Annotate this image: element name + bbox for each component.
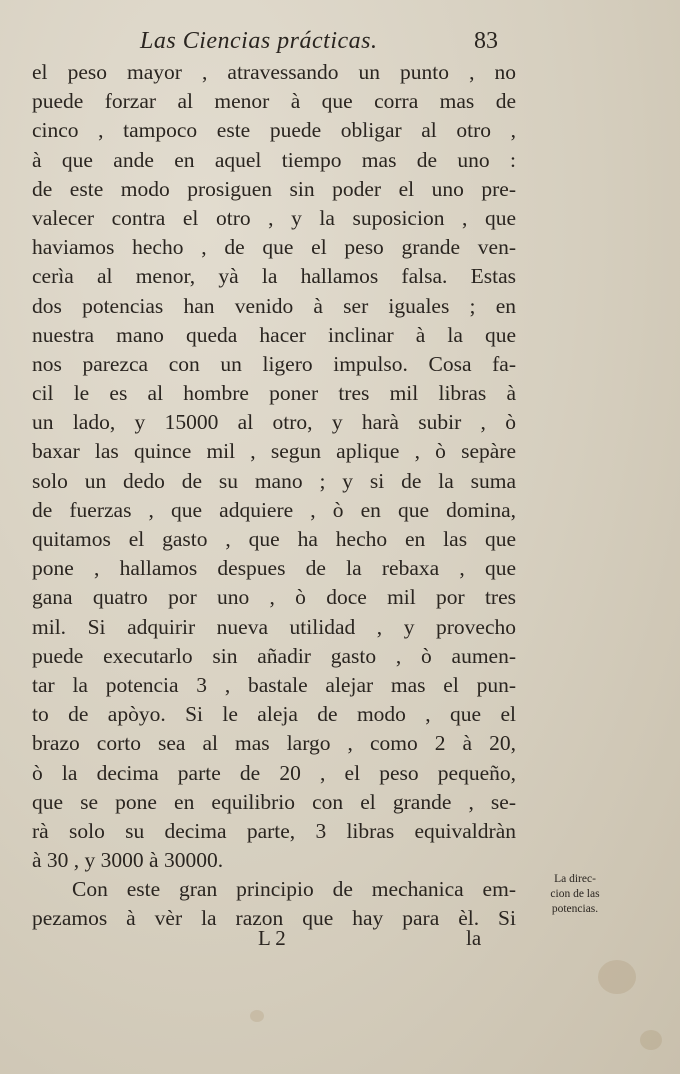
text-line: un lado, y 15000 al otro, y harà subir , ò [32, 410, 516, 435]
marginal-note-line: La direc- [554, 873, 596, 885]
text-line: nos parezca con un ligero impulso. Cosa fa- [32, 351, 516, 376]
text-line: pezamos à vèr la razon que hay para èl. Si [32, 906, 516, 931]
text-line-paragraph-start: Con este gran principio de mechanica em- [72, 877, 516, 902]
text-line: à que ande en aquel tiempo mas de uno : [32, 147, 516, 172]
signature-mark: L 2 [258, 926, 286, 950]
text-line: puede forzar al menor à que corra mas de [32, 89, 516, 114]
text-line: el peso mayor , atravessando un punto , no [32, 60, 516, 84]
marginal-note [520, 872, 630, 917]
text-line: à 30 , y 3000 à 30000. [32, 848, 224, 873]
catchword: la [466, 926, 482, 950]
marginal-note-line: cion de las [550, 888, 600, 900]
page-stain [640, 1030, 662, 1050]
body-text [32, 58, 516, 934]
text-line: de este modo prosiguen sin poder el uno pre- [32, 176, 516, 201]
marginal-note-line: potencias. [551, 903, 599, 915]
text-line: de fuerzas , que adquiere , ò en que domina, [32, 497, 516, 522]
text-line: haviamos hecho , de que el peso grande ven- [32, 235, 516, 260]
running-title: Las Ciencias prácticas. [140, 28, 378, 54]
text-line: solo un dedo de su mano ; y si de la suma [32, 468, 516, 493]
text-line: tar la potencia 3 , bastale alejar mas el pun- [32, 672, 516, 697]
text-line: valecer contra el otro , y la suposicion , que [32, 205, 516, 230]
text-line: quitamos el gasto , que ha hecho en las que [32, 527, 516, 551]
page-stain [250, 1010, 264, 1022]
text-line: to de apòyo. Si le aleja de modo , que el [32, 702, 516, 727]
text-line: cil le es al hombre poner tres mil libras à [32, 381, 516, 406]
text-line: rà solo su decima parte, 3 libras equivaldràn [32, 818, 516, 843]
text-line: puede executarlo sin añadir gasto , ò aumen- [32, 643, 516, 668]
page-number: 83 [474, 28, 498, 54]
text-line: cinco , tampoco este puede obligar al otro , [32, 118, 516, 143]
text-line: cerìa al menor, yà la hallamos falsa. Estas [32, 264, 516, 289]
text-line: nuestra mano queda hacer inclinar à la que [32, 322, 516, 347]
text-line: baxar las quince mil , segun aplique , ò sepàre [32, 439, 516, 464]
text-line: gana quatro por uno , ò doce mil por tres [32, 585, 516, 610]
text-line: pone , hallamos despues de la rebaxa , que [32, 556, 516, 581]
page-stain [598, 960, 636, 994]
text-line: que se pone en equilibrio con el grande , se- [32, 789, 516, 814]
text-line: ò la decima parte de 20 , el peso pequeño, [32, 760, 516, 785]
text-line: brazo corto sea al mas largo , como 2 à 20, [32, 731, 516, 756]
text-line: dos potencias han venido à ser iguales ; en [32, 293, 516, 318]
text-line: mil. Si adquirir nueva utilidad , y provecho [32, 614, 516, 639]
